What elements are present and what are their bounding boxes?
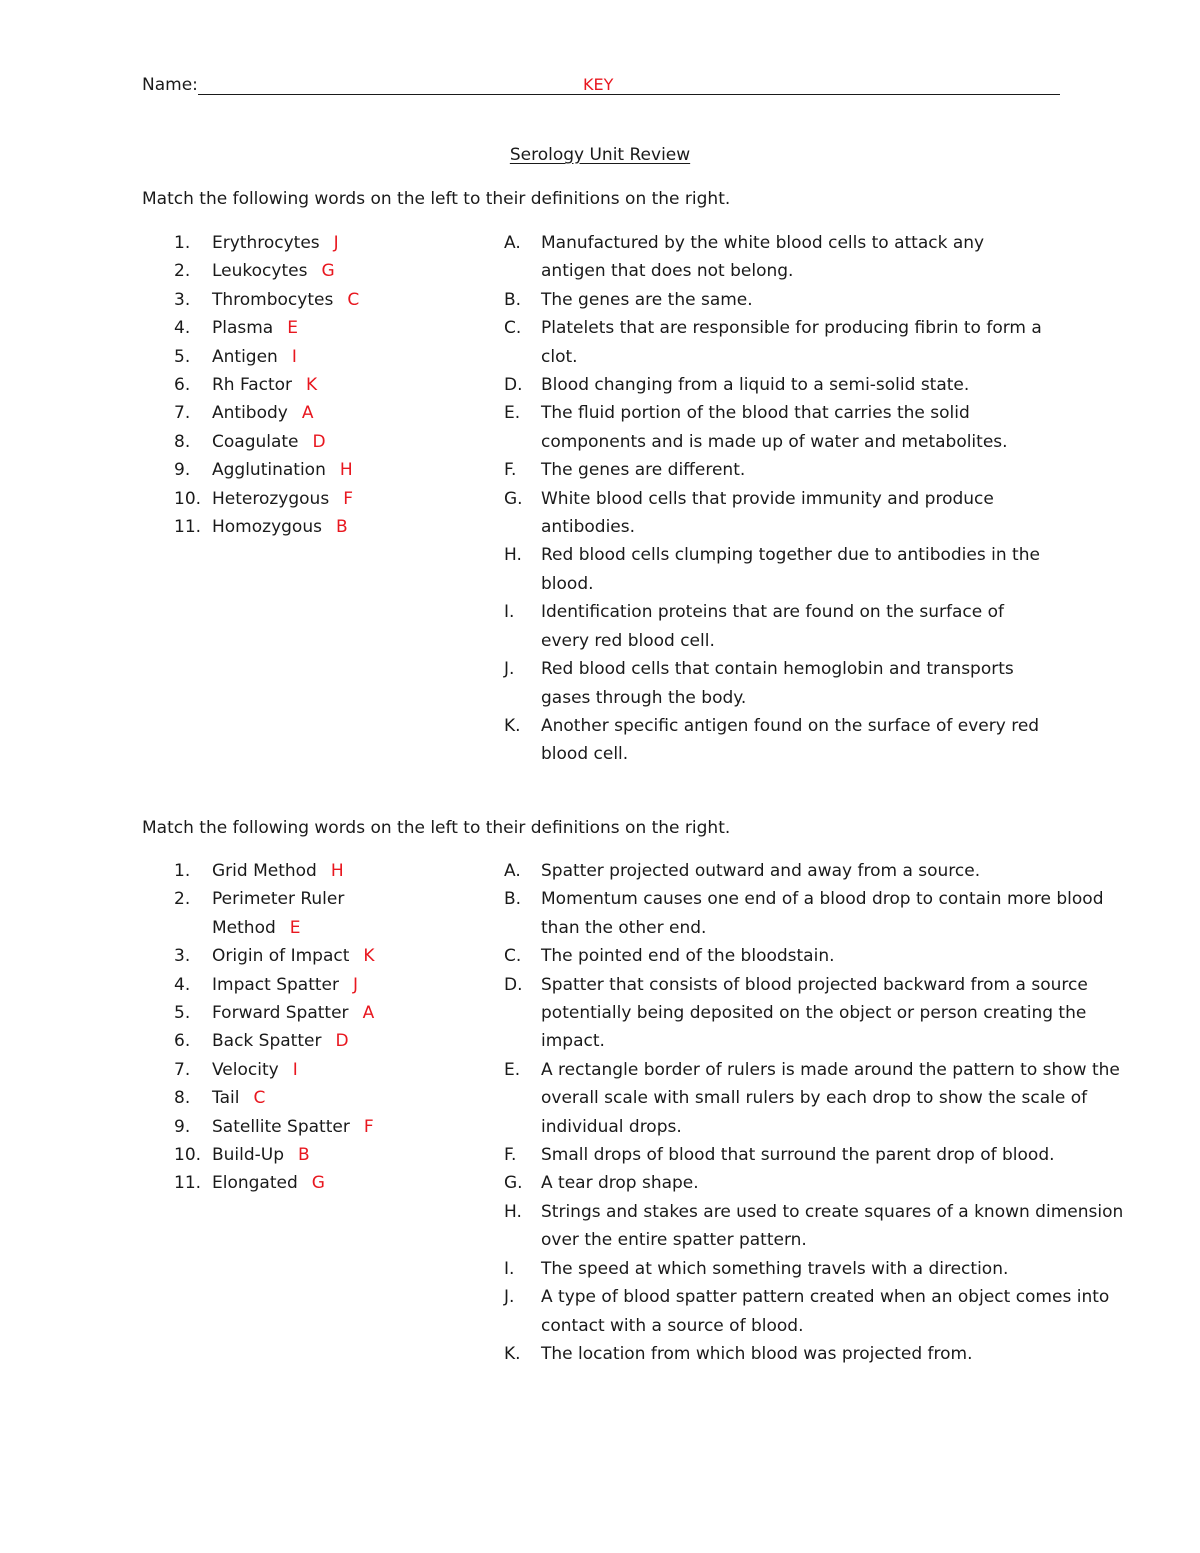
- term-number: 1.: [174, 233, 191, 253]
- definition-letter: H.: [504, 545, 522, 566]
- section1-term: [142, 513, 482, 541]
- answer-letter: D: [335, 1031, 349, 1052]
- term-text: Leukocytes: [212, 261, 308, 282]
- term-number: 3.: [174, 946, 191, 967]
- definition-letter: I.: [504, 1258, 515, 1279]
- section1-term: [142, 286, 482, 314]
- page-title-text: Serology Unit Review: [509, 145, 691, 165]
- section2-term: [142, 1113, 392, 1141]
- section1-definition: [504, 371, 1044, 399]
- term-text: Elongated: [212, 1173, 298, 1194]
- section2-definition: [504, 885, 1144, 942]
- definition-text: The genes are different.: [541, 460, 746, 481]
- term-number: 9.: [174, 1116, 191, 1137]
- section2-instruction: Match the following words on the left to their definitions on the right.: [142, 818, 731, 838]
- name-label: Name:: [142, 75, 198, 95]
- term-text: Origin of Impact: [212, 946, 350, 967]
- definition-text: The pointed end of the bloodstain.: [541, 946, 835, 967]
- section2-definition: [504, 971, 1144, 1056]
- section2-definition: [504, 1340, 1144, 1368]
- definition-letter: K.: [504, 1343, 521, 1364]
- term-text: Build-Up: [212, 1145, 285, 1166]
- definition-letter: B.: [504, 289, 522, 310]
- answer-letter: G: [311, 1173, 325, 1194]
- definition-letter: F.: [504, 460, 517, 481]
- definition-text: Spatter that consists of blood projected backward from a source potentially being deposited on the object or person creating the impact.: [541, 974, 1088, 1052]
- answer-letter: E: [289, 917, 301, 938]
- definition-text: Strings and stakes are used to create squares of a known dimension over the entire spatter pattern.: [541, 1201, 1124, 1251]
- answer-letter: E: [287, 318, 298, 339]
- definition-text: Identification proteins that are found on the surface of every red blood cell.: [541, 602, 1005, 651]
- term-number: 5.: [174, 346, 191, 367]
- section1-definition: [504, 456, 1044, 484]
- answer-letter: D: [312, 431, 326, 452]
- term-text: Satellite Spatter: [212, 1116, 350, 1137]
- section2-term: [142, 857, 392, 885]
- section2-term: [142, 885, 352, 942]
- term-text: Plasma: [212, 318, 274, 339]
- definition-letter: J.: [504, 659, 515, 680]
- term-number: 7.: [174, 403, 191, 424]
- term-number: 11.: [174, 517, 202, 538]
- term-text: Impact Spatter: [212, 974, 339, 995]
- definition-text: Red blood cells that contain hemoglobin and transports gases through the body.: [541, 659, 1014, 708]
- section1-term: [142, 456, 482, 484]
- section2-definition: [504, 1198, 1144, 1255]
- term-text: Thrombocytes: [212, 289, 334, 310]
- section1-term: [142, 485, 482, 513]
- key-label: KEY: [583, 75, 614, 94]
- section2-term: [142, 1056, 392, 1084]
- term-text: Antibody: [212, 403, 288, 424]
- term-text: Coagulate: [212, 431, 299, 452]
- answer-letter: C: [347, 289, 360, 310]
- section1-definition: [504, 712, 1044, 769]
- section2-definition: [504, 1283, 1144, 1340]
- section1-terms-list: [142, 229, 482, 541]
- section1-term: [142, 314, 482, 342]
- term-number: 10.: [174, 1145, 202, 1166]
- term-number: 2.: [174, 889, 191, 910]
- name-underline: [198, 94, 1060, 95]
- definition-letter: J.: [504, 1287, 515, 1308]
- definition-text: A type of blood spatter pattern created when an object comes into contact with a source of blood.: [541, 1287, 1110, 1336]
- definition-letter: E.: [504, 1059, 521, 1080]
- section1-term: [142, 257, 482, 285]
- section1-term: [142, 371, 482, 399]
- definition-text: The speed at which something travels with a direction.: [541, 1258, 1009, 1279]
- definition-text: A rectangle border of rulers is made around the pattern to show the overall scale with small rulers by each drop to show the scale of individual drops.: [541, 1059, 1120, 1137]
- definition-letter: C.: [504, 318, 522, 339]
- section1-definition: [504, 399, 1044, 456]
- section1-definition: [504, 598, 1044, 655]
- section2-definitions-list: [504, 857, 1144, 1368]
- definition-text: Another specific antigen found on the surface of every red blood cell.: [541, 715, 1040, 765]
- term-number: 1.: [174, 861, 191, 881]
- definition-letter: D.: [504, 375, 523, 396]
- section2-terms-list: [142, 857, 392, 1198]
- term-number: 8.: [174, 431, 191, 452]
- section2-term: [142, 971, 392, 999]
- definition-letter: F.: [504, 1145, 517, 1166]
- section1-term: [142, 428, 482, 456]
- definition-text: A tear drop shape.: [541, 1173, 699, 1194]
- definition-letter: A.: [504, 233, 521, 253]
- term-number: 10.: [174, 488, 202, 509]
- term-text: Antigen: [212, 346, 278, 367]
- section2-term: [142, 1027, 392, 1055]
- answer-letter: K: [306, 375, 318, 396]
- term-number: 4.: [174, 318, 191, 339]
- definition-letter: I.: [504, 602, 515, 623]
- definition-text: Small drops of blood that surround the parent drop of blood.: [541, 1145, 1055, 1166]
- answer-letter: J: [333, 233, 339, 253]
- answer-letter: F: [343, 488, 353, 509]
- term-text: Tail: [212, 1088, 240, 1109]
- term-number: 6.: [174, 1031, 191, 1052]
- answer-letter: G: [321, 261, 335, 282]
- definition-letter: E.: [504, 403, 521, 424]
- section1-definition: [504, 314, 1044, 371]
- section2-term: [142, 999, 392, 1027]
- section2-term: [142, 1141, 392, 1169]
- section2-definition: [504, 942, 1144, 970]
- definition-text: Blood changing from a liquid to a semi-solid state.: [541, 375, 970, 396]
- answer-letter: K: [363, 946, 375, 967]
- section2-definition: [504, 857, 1144, 885]
- term-number: 3.: [174, 289, 191, 310]
- definition-letter: C.: [504, 946, 522, 967]
- section1-definition: [504, 541, 1044, 598]
- term-number: 2.: [174, 261, 191, 282]
- term-text: Homozygous: [212, 517, 322, 538]
- term-text: Rh Factor: [212, 375, 293, 396]
- definition-letter: K.: [504, 715, 521, 736]
- term-number: 9.: [174, 460, 191, 481]
- definition-text: The location from which blood was projected from.: [541, 1343, 973, 1364]
- section2-definition: [504, 1141, 1144, 1169]
- answer-letter: B: [298, 1145, 310, 1166]
- term-number: 11.: [174, 1173, 202, 1194]
- definition-letter: G.: [504, 488, 523, 509]
- section2-term: [142, 1169, 392, 1197]
- definition-letter: A.: [504, 861, 521, 881]
- section1-definition: [504, 655, 1044, 712]
- term-number: 5.: [174, 1003, 191, 1024]
- definition-text: Spatter projected outward and away from a source.: [541, 861, 981, 881]
- section1-definition: [504, 229, 1044, 286]
- definition-letter: B.: [504, 889, 522, 910]
- answer-letter: C: [253, 1088, 266, 1109]
- term-number: 4.: [174, 974, 191, 995]
- answer-letter: I: [292, 1059, 298, 1080]
- term-number: 7.: [174, 1059, 191, 1080]
- definition-text: Platelets that are responsible for producing fibrin to form a clot.: [541, 318, 1042, 367]
- term-text: Grid Method: [212, 861, 317, 881]
- term-text: Erythrocytes: [212, 233, 320, 253]
- definition-text: The genes are the same.: [541, 289, 753, 310]
- definition-text: The fluid portion of the blood that carries the solid components and is made up of water and metabolites.: [541, 403, 1008, 452]
- name-field: [142, 72, 1060, 98]
- answer-letter: B: [335, 517, 348, 538]
- answer-letter: A: [301, 403, 314, 424]
- definition-letter: G.: [504, 1173, 523, 1194]
- definition-letter: H.: [504, 1201, 522, 1222]
- answer-letter: A: [362, 1003, 375, 1024]
- section1-definition: [504, 286, 1044, 314]
- term-text: Perimeter Ruler Method: [212, 889, 345, 938]
- section1-definitions-list: [504, 229, 1044, 769]
- answer-letter: I: [291, 346, 297, 367]
- term-text: Forward Spatter: [212, 1003, 349, 1024]
- term-number: 8.: [174, 1088, 191, 1109]
- section2-definition: [504, 1169, 1144, 1197]
- section1-term: [142, 343, 482, 371]
- section1-term: [142, 399, 482, 427]
- definition-letter: D.: [504, 974, 523, 995]
- term-number: 6.: [174, 375, 191, 396]
- section2-definition: [504, 1056, 1144, 1141]
- term-text: Velocity: [212, 1059, 279, 1080]
- section2-definition: [504, 1255, 1144, 1283]
- page-title: [0, 142, 1200, 168]
- term-text: Heterozygous: [212, 488, 330, 509]
- section2-term: [142, 1084, 392, 1112]
- term-text: Back Spatter: [212, 1031, 322, 1052]
- definition-text: White blood cells that provide immunity and produce antibodies.: [541, 488, 994, 538]
- answer-letter: H: [339, 460, 353, 481]
- section1-term: [142, 229, 482, 257]
- definition-text: Momentum causes one end of a blood drop to contain more blood than the other end.: [541, 889, 1104, 938]
- definition-text: Manufactured by the white blood cells to attack any antigen that does not belong.: [541, 233, 985, 282]
- answer-letter: J: [352, 974, 358, 995]
- section1-instruction: Match the following words on the left to their definitions on the right.: [142, 189, 731, 209]
- section1-definition: [504, 485, 1044, 542]
- term-text: Agglutination: [212, 460, 326, 481]
- answer-letter: H: [330, 861, 344, 881]
- section2-term: [142, 942, 392, 970]
- definition-text: Red blood cells clumping together due to antibodies in the blood.: [541, 545, 1040, 594]
- answer-letter: F: [363, 1116, 374, 1137]
